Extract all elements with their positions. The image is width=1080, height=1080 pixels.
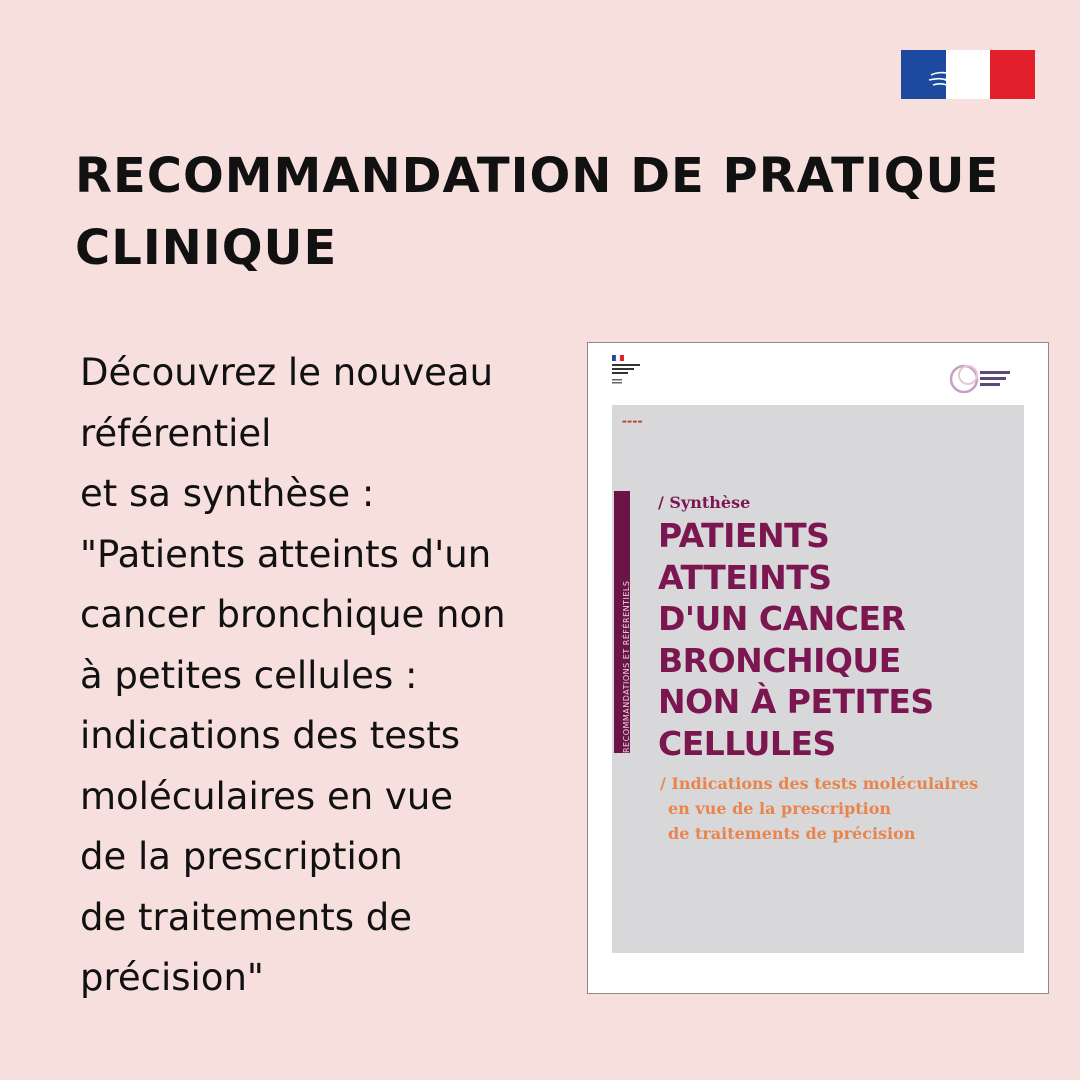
inca-logo: [946, 357, 1028, 397]
intro-text: [80, 343, 580, 1009]
cover-title-line: CELLULES: [658, 723, 836, 763]
intro-line: à petites cellules :: [80, 653, 418, 697]
cover-title-line: NON À PETITES: [658, 682, 934, 721]
cover-subtitle-line: / Indications des tests moléculaires: [660, 774, 979, 793]
intro-line: Découvrez le nouveau: [80, 351, 494, 394]
intro-line: de la prescription: [80, 835, 403, 878]
intro-line: et sa synthèse :: [80, 472, 375, 515]
cover-side-label: RECOMMANDATIONS ET RÉFÉRENTIELS: [622, 580, 631, 753]
document-cover-thumbnail: [587, 342, 1049, 994]
marianne-mini-logo: [612, 355, 650, 391]
cover-subtitle-line: en vue de la prescription: [668, 799, 892, 818]
cover-title-line: PATIENTS: [658, 516, 830, 555]
cover-kicker: / Synthèse: [658, 493, 751, 512]
intro-line: indications des tests: [80, 714, 461, 757]
page-title: [75, 140, 1035, 284]
intro-line: moléculaires en vue: [80, 774, 454, 818]
cover-title: [658, 515, 1038, 764]
cover-title-line: D'UN CANCER: [658, 599, 906, 638]
intro-line: de traitements de: [80, 895, 413, 939]
intro-line: précision": [80, 956, 264, 999]
cover-date-mark: ▬▬▬▬: [622, 419, 643, 425]
cover-title-line: BRONCHIQUE: [658, 640, 901, 680]
cover-subtitle-line: de traitements de précision: [668, 824, 916, 843]
intro-line: "Patients atteints d'un: [80, 532, 492, 576]
page-title-line: CLINIQUE: [75, 220, 338, 276]
cover-subtitle: [660, 771, 1040, 846]
intro-line: cancer bronchique non: [80, 593, 506, 636]
cover-header: [588, 343, 1048, 405]
intro-line: référentiel: [80, 411, 272, 455]
republique-francaise-logo: [901, 50, 1035, 99]
cover-title-line: ATTEINTS: [658, 557, 832, 597]
page-title-line: RECOMMANDATION DE PRATIQUE: [75, 148, 1000, 204]
